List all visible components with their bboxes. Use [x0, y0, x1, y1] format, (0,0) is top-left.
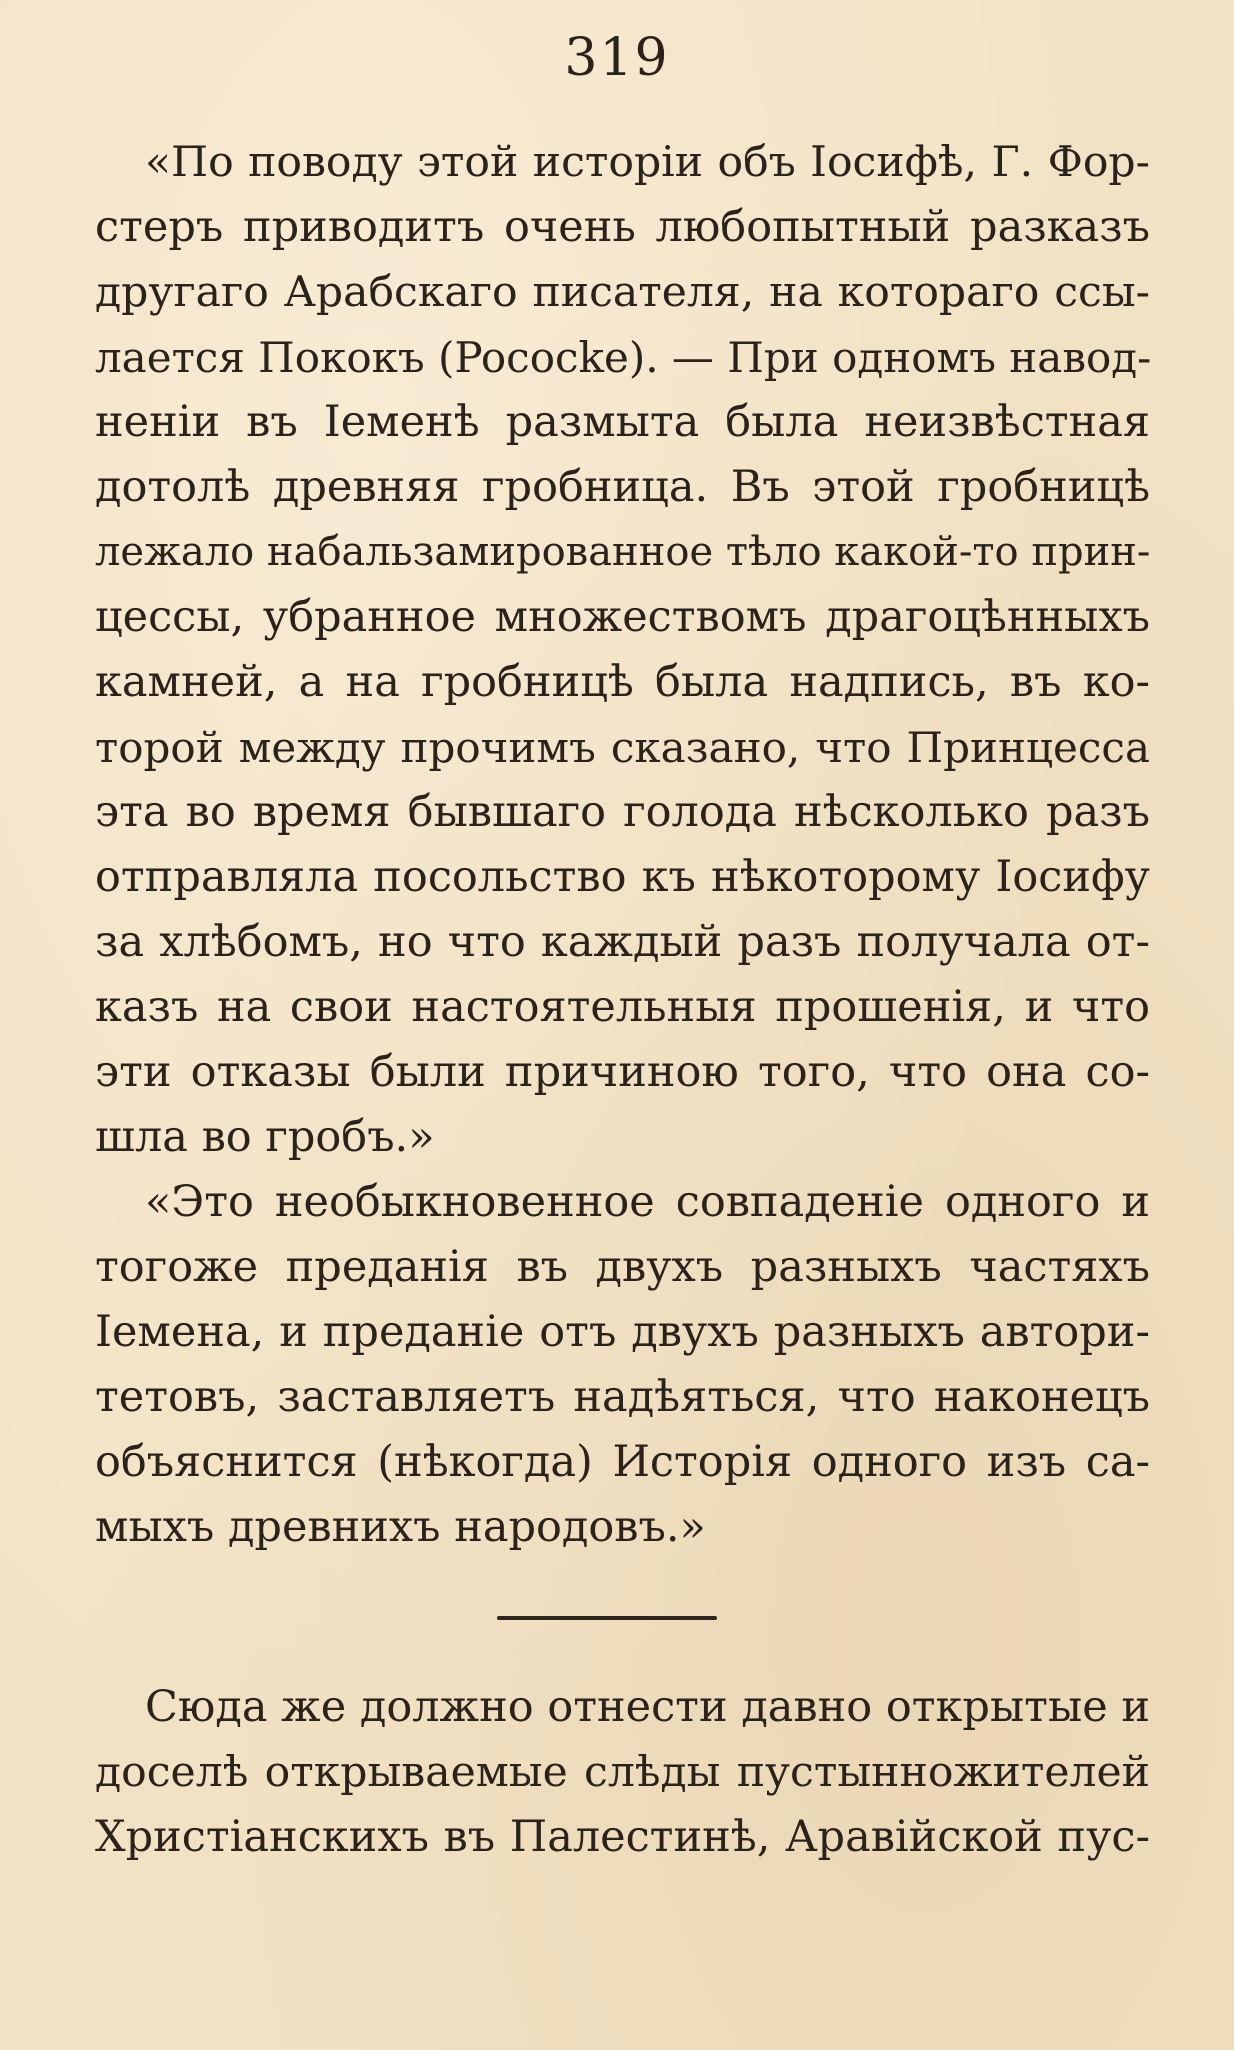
text-line: мыхъ древнихъ народовъ.» [95, 1502, 706, 1552]
text-line: отправляла посольство къ нѣкоторому Іосифу [95, 852, 1150, 902]
paragraph-hermits-traces [95, 1675, 1150, 1870]
text-line: другаго Арабскаго писателя, на котораго ссы- [95, 268, 1150, 317]
paragraph-forster-quote [95, 130, 1150, 1170]
text-line: дотолѣ древняя гробница. Въ этой гробницѣ [95, 462, 1150, 512]
text-line: тогоже преданія въ двухъ разныхъ частяхъ [95, 1242, 1150, 1292]
text-line: объяснится (нѣкогда) Исторія одного изъ са- [95, 1437, 1150, 1487]
paragraph-coincidence-quote [95, 1170, 1150, 1560]
text-line: лается Пококъ (Pococke). — При одномъ навод- [95, 333, 1152, 382]
text-line: за хлѣбомъ, но что каждый разъ получала от- [95, 917, 1150, 967]
text-line: цессы, убранное множествомъ драгоцѣнныхъ [95, 592, 1150, 642]
text-line: доселѣ открываемые слѣды пустынножителей [95, 1748, 1150, 1797]
text-line: неніи въ Іеменѣ размыта была неизвѣстная [95, 397, 1150, 447]
text-line: казъ на свои настоятельныя прошенія, и что [95, 982, 1150, 1032]
text-line: шла во гробъ.» [95, 1112, 435, 1162]
text-line: эта во время бывшаго голода нѣсколько разъ [95, 787, 1150, 837]
text-line: Іемена, и преданіе отъ двухъ разныхъ автори- [95, 1307, 1150, 1357]
page-number: 319 [564, 28, 670, 88]
text-line: торой между прочимъ сказано, что Принцесса [95, 723, 1150, 772]
text-line: Христіанскихъ въ Палестинѣ, Аравійской пус- [95, 1812, 1150, 1862]
text-line: эти отказы были причиною того, что она со- [95, 1047, 1150, 1097]
text-line: тетовъ, заставляетъ надѣяться, что наконецъ [95, 1372, 1150, 1422]
text-line: лежало набальзамированное тѣло какой-то прин- [95, 529, 1151, 575]
section-separator-rule [497, 1616, 717, 1620]
text-line: «Это необыкновенное совпаденіе одного и [145, 1177, 1150, 1227]
text-line: «По поводу этой исторіи объ Іосифѣ, Г. Фор- [145, 138, 1150, 187]
text-line: Сюда же должно отнести давно открытые и [145, 1682, 1150, 1732]
text-line: стеръ приводитъ очень любопытный разказъ [95, 202, 1150, 252]
text-line: камней, а на гробницѣ была надпись, въ ко- [95, 657, 1150, 707]
